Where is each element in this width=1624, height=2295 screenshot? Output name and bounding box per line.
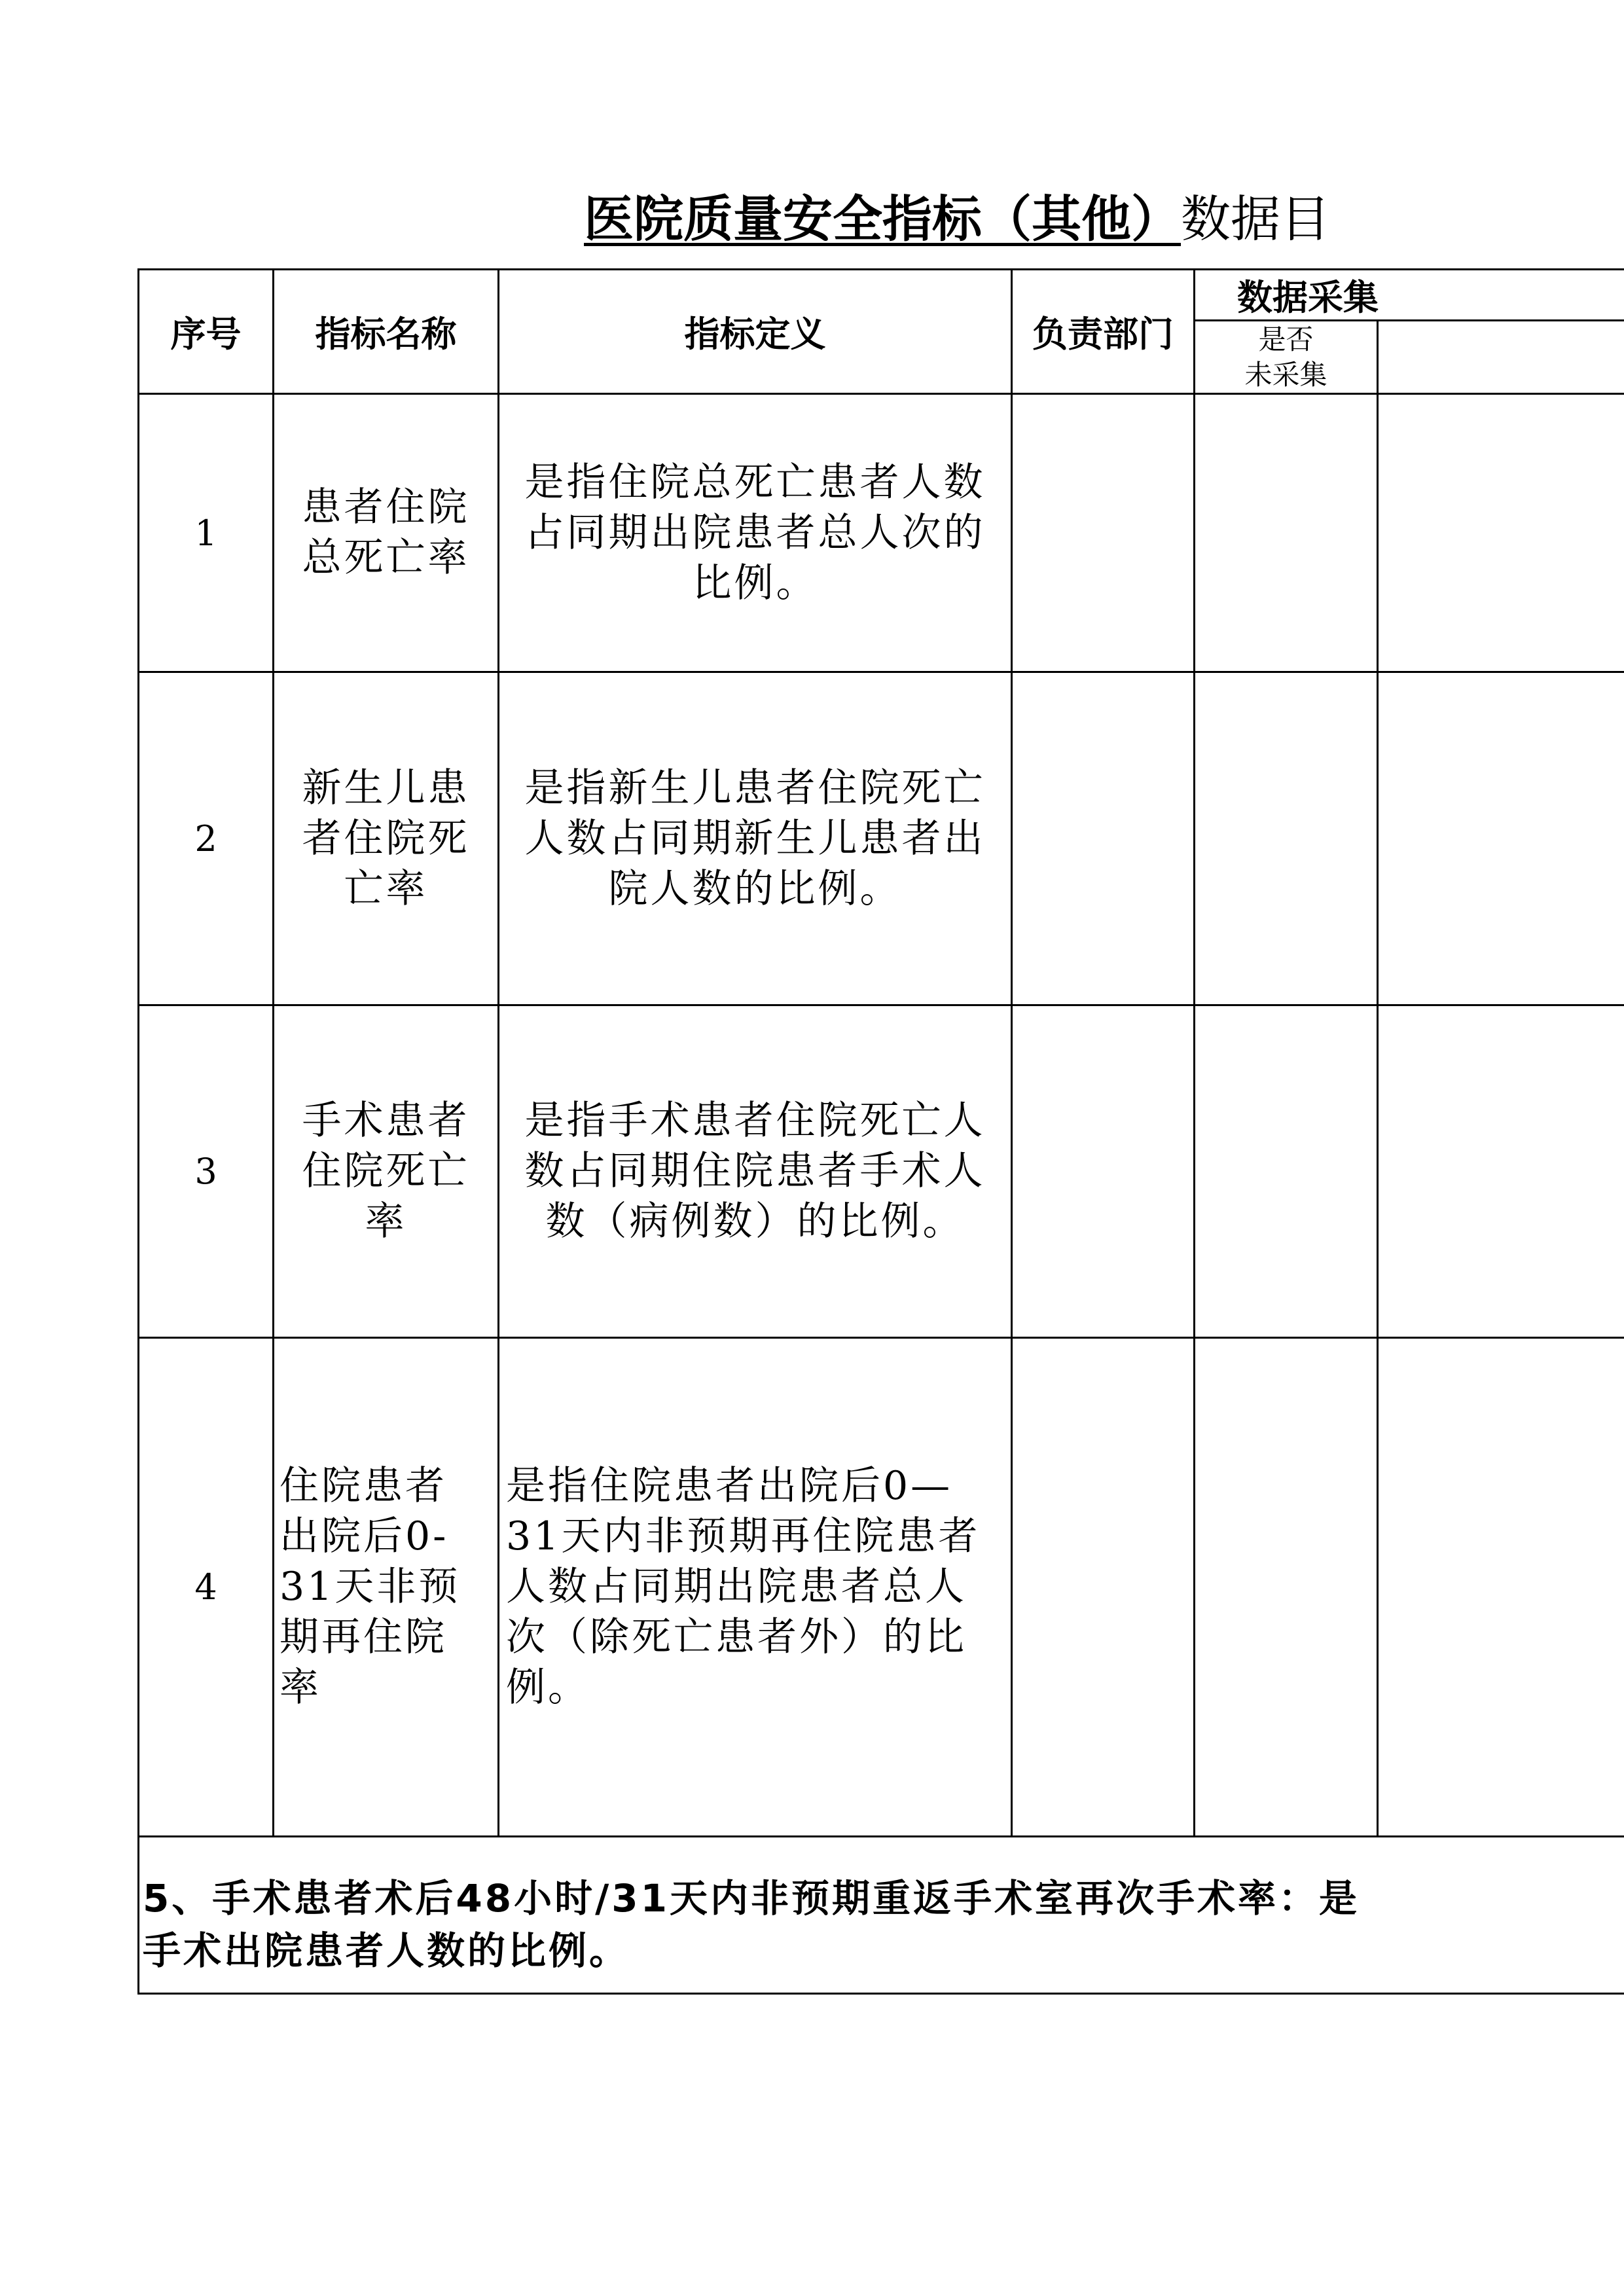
- table-line-bottom: [137, 1993, 1624, 1995]
- row4-name: 住院患者出院后0-31天非预期再住院率: [280, 1463, 461, 1710]
- row2-definition: 是指新生儿患者住院死亡人数占同期新生儿患者出院人数的比例。: [524, 765, 986, 912]
- header-seq: 序号: [170, 314, 242, 355]
- page-title-rest: 数据目: [1181, 190, 1330, 248]
- row4-definition: 是指住院患者出院后0—31天内非预期再住院患者人数占同期出院患者总人次（除死亡患者外）的比例。: [506, 1463, 981, 1710]
- row2-seq: 2: [194, 818, 217, 859]
- row1-department: [1013, 395, 1193, 671]
- table-note: 5、手术患者术后48小时/31天内非预期重返手术室再次手术率：是 手术出院患者人数的比例。: [143, 1876, 1360, 1973]
- table-line-row4-bottom: [137, 1835, 1624, 1837]
- header-data-collection: 数据采集: [1237, 277, 1379, 318]
- row1-name: 患者住院总死亡率: [302, 484, 470, 581]
- header-department: 负责部门: [1032, 314, 1174, 355]
- table-line-col5: [1377, 319, 1379, 1837]
- page-title: [584, 183, 1624, 255]
- header-collected-line1: 是否: [1258, 323, 1314, 355]
- row3-seq: 3: [194, 1151, 217, 1192]
- row3-name: 手术患者住院死亡率: [302, 1098, 470, 1244]
- row1-definition: 是指住院总死亡患者人数占同期出院患者总人次的比例。: [524, 459, 986, 606]
- header-definition: 指标定义: [684, 314, 826, 355]
- row3-collected: [1195, 1006, 1377, 1337]
- row4-collected: [1195, 1339, 1377, 1835]
- row3-definition: 是指手术患者住院死亡人数占同期住院患者手术人数（病例数）的比例。: [524, 1098, 986, 1244]
- row3-department: [1013, 1006, 1193, 1337]
- row4-seq: 4: [194, 1566, 217, 1608]
- row2-collected: [1195, 673, 1377, 1004]
- row1-seq: 1: [194, 512, 217, 554]
- header-collected-line2: 未采集: [1244, 358, 1327, 391]
- header-name: 指标名称: [315, 314, 457, 355]
- page-title-main: 医院质量安全指标（其他）: [584, 190, 1181, 248]
- row1-collected: [1195, 395, 1377, 671]
- row2-name: 新生儿患者住院死亡率: [302, 765, 470, 912]
- header-collected: [1195, 321, 1377, 393]
- row4-department: [1013, 1339, 1193, 1835]
- row2-department: [1013, 673, 1193, 1004]
